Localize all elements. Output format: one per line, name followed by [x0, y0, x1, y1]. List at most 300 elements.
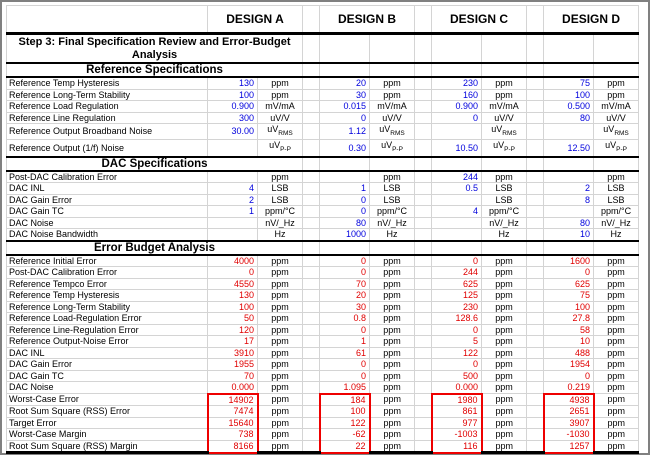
- design-d-unit: ppm: [594, 417, 639, 429]
- design-b-unit: ppm: [370, 278, 415, 290]
- blank-cell: [544, 241, 594, 255]
- blank-cell: [370, 241, 415, 255]
- design-d-value: 58: [544, 324, 594, 336]
- spacer-cell: [415, 77, 432, 89]
- table-row: [7, 77, 639, 89]
- design-c-value: [432, 229, 482, 241]
- design-a-unit: Hz: [258, 229, 303, 241]
- design-d-unit: ppm: [594, 290, 639, 302]
- spacer-cell: [303, 229, 320, 241]
- design-d-value: [544, 124, 594, 140]
- design-d-value: 80: [544, 217, 594, 229]
- spacer-cell: [303, 101, 320, 113]
- design-c-unit: ppm: [482, 347, 527, 359]
- table-row: [7, 101, 639, 113]
- design-b-value: 0.015: [320, 101, 370, 113]
- spacer-cell: [527, 290, 544, 302]
- table-row: [7, 382, 639, 394]
- spacer-cell: [527, 194, 544, 206]
- design-d-value: 80: [544, 112, 594, 124]
- table-row: [7, 347, 639, 359]
- spacer-cell: [527, 347, 544, 359]
- design-b-value: [320, 171, 370, 183]
- design-c-unit: ppm: [482, 89, 527, 101]
- design-c-value: 977: [432, 417, 482, 429]
- design-b-unit: ppm: [370, 290, 415, 302]
- spacer-cell: [303, 313, 320, 325]
- spacer-cell: [303, 171, 320, 183]
- row-label: DAC INL: [7, 183, 208, 195]
- design-a-unit: ppm: [258, 301, 303, 313]
- design-d-unit: mV/mA: [594, 101, 639, 113]
- design-b-value: 0.8: [320, 313, 370, 325]
- design-c-value: 500: [432, 370, 482, 382]
- design-a-unit: ppm: [258, 278, 303, 290]
- spacer-cell: [527, 140, 544, 157]
- design-c-unit: mV/mA: [482, 101, 527, 113]
- row-label: Reference Temp Hysteresis: [7, 77, 208, 89]
- design-d-value: 625: [544, 278, 594, 290]
- design-d-value: 27.8: [544, 313, 594, 325]
- design-a-unit: ppm: [258, 359, 303, 371]
- design-c-unit: LSB: [482, 194, 527, 206]
- spacer-cell: [303, 140, 320, 157]
- design-a-unit: ppm: [258, 89, 303, 101]
- design-b-unit: $uV_{RMS}$: [370, 124, 415, 140]
- design-d-unit: ppm: [594, 313, 639, 325]
- blank-cell: [594, 34, 639, 64]
- spacer-cell: [527, 267, 544, 279]
- design-a-value: [208, 171, 258, 183]
- design-d-unit: ppm: [594, 324, 639, 336]
- design-c-value: 1980: [432, 394, 482, 406]
- design-c-value: [432, 217, 482, 229]
- design-a-unit: ppm: [258, 255, 303, 267]
- design-c-unit: ppm: [482, 290, 527, 302]
- row-label: Worst-Case Error: [7, 394, 208, 406]
- spec-table: [6, 5, 639, 454]
- spacer-cell: [415, 63, 432, 77]
- spacer-cell: [303, 359, 320, 371]
- design-b-value: 0: [320, 359, 370, 371]
- table-row: [7, 429, 639, 441]
- design-b-unit: ppm: [370, 336, 415, 348]
- design-b-value: 80: [320, 217, 370, 229]
- spacer-cell: [415, 278, 432, 290]
- design-b-value: 1: [320, 183, 370, 195]
- title-row: [7, 34, 639, 64]
- design-b-value: 30: [320, 301, 370, 313]
- design-a-unit: LSB: [258, 194, 303, 206]
- design-a-value: 3910: [208, 347, 258, 359]
- design-c-unit: ppm: [482, 336, 527, 348]
- table-row: [7, 112, 639, 124]
- spacer-cell: [415, 171, 432, 183]
- row-label: DAC Noise Bandwidth: [7, 229, 208, 241]
- table-row: [7, 440, 639, 453]
- section-row: [7, 241, 639, 255]
- row-label: Reference Load Regulation: [7, 101, 208, 113]
- design-d-value: 3907: [544, 417, 594, 429]
- spacer-cell: [415, 255, 432, 267]
- spacer-cell: [303, 301, 320, 313]
- design-d-value: 75: [544, 290, 594, 302]
- spacer-cell: [415, 89, 432, 101]
- design-d-value: 100: [544, 301, 594, 313]
- design-c-value: -1003: [432, 429, 482, 441]
- blank-cell: [432, 241, 482, 255]
- table-row: [7, 278, 639, 290]
- design-b-unit: ppm: [370, 267, 415, 279]
- spacer-cell: [303, 77, 320, 89]
- design-c-value: [432, 124, 482, 140]
- table-row: [7, 290, 639, 302]
- design-c-unit: ppm: [482, 77, 527, 89]
- spacer-cell: [303, 382, 320, 394]
- design-b-unit: ppm: [370, 313, 415, 325]
- spacer-cell: [527, 429, 544, 441]
- row-label: Reference Line Regulation: [7, 112, 208, 124]
- spacer-cell: [527, 77, 544, 89]
- spacer-cell: [415, 229, 432, 241]
- design-b-unit: LSB: [370, 194, 415, 206]
- design-b-unit: ppm: [370, 359, 415, 371]
- design-d-unit: nV/_Hz: [594, 217, 639, 229]
- design-d-header: DESIGN D: [544, 6, 639, 34]
- design-a-value: 14902: [208, 394, 258, 406]
- design-c-unit: ppm: [482, 278, 527, 290]
- spacer-cell: [527, 359, 544, 371]
- design-d-value: 0: [544, 370, 594, 382]
- design-c-unit: $uV_{RMS}$: [482, 124, 527, 140]
- row-label: Root Sum Square (RSS) Error: [7, 406, 208, 418]
- design-d-unit: ppm: [594, 394, 639, 406]
- design-a-value: 0: [208, 267, 258, 279]
- design-b-unit: ppm: [370, 171, 415, 183]
- row-label: Reference Output-Noise Error: [7, 336, 208, 348]
- design-b-value: 20: [320, 290, 370, 302]
- spacer-cell: [303, 124, 320, 140]
- design-d-value: 1954: [544, 359, 594, 371]
- row-label: Reference Line-Regulation Error: [7, 324, 208, 336]
- design-a-value: 30.00: [208, 124, 258, 140]
- design-d-value: 0: [544, 267, 594, 279]
- design-b-unit: ppm/°C: [370, 206, 415, 218]
- spacer-cell: [303, 89, 320, 101]
- section-header: Error Budget Analysis: [7, 241, 303, 255]
- design-b-unit: ppm: [370, 301, 415, 313]
- row-label: DAC Gain TC: [7, 206, 208, 218]
- spacer-cell: [415, 34, 432, 64]
- spacer-cell: [415, 313, 432, 325]
- row-label: Post-DAC Calibration Error: [7, 171, 208, 183]
- design-b-value: 0: [320, 267, 370, 279]
- spacer-cell: [415, 124, 432, 140]
- design-a-unit: ppm: [258, 417, 303, 429]
- spacer-cell: [415, 183, 432, 195]
- design-b-unit: Hz: [370, 229, 415, 241]
- spacer-cell: [415, 417, 432, 429]
- blank-cell: [320, 34, 370, 64]
- spacer-cell: [527, 336, 544, 348]
- spacer-cell: [415, 267, 432, 279]
- design-b-value: 100: [320, 406, 370, 418]
- spacer-cell: [527, 406, 544, 418]
- spacer-cell: [527, 229, 544, 241]
- design-d-value: 100: [544, 89, 594, 101]
- design-b-unit: ppm: [370, 417, 415, 429]
- row-label: Reference Long-Term Stability: [7, 301, 208, 313]
- row-label: DAC Gain TC: [7, 370, 208, 382]
- design-d-unit: ppm: [594, 171, 639, 183]
- design-a-unit: uV/V: [258, 112, 303, 124]
- design-c-unit: ppm: [482, 171, 527, 183]
- design-d-unit: ppm: [594, 382, 639, 394]
- table-row: [7, 359, 639, 371]
- design-a-unit: LSB: [258, 183, 303, 195]
- table-row: [7, 336, 639, 348]
- row-label: Worst-Case Margin: [7, 429, 208, 441]
- design-b-value: 0: [320, 324, 370, 336]
- design-a-unit: ppm: [258, 429, 303, 441]
- design-a-unit: ppm: [258, 77, 303, 89]
- spacer-cell: [527, 217, 544, 229]
- design-a-value: 130: [208, 77, 258, 89]
- design-a-value: 2: [208, 194, 258, 206]
- design-a-unit: ppm: [258, 313, 303, 325]
- design-b-unit: ppm: [370, 324, 415, 336]
- design-a-value: 100: [208, 89, 258, 101]
- spacer-cell: [415, 324, 432, 336]
- spacer-cell: [527, 313, 544, 325]
- design-d-unit: uV/V: [594, 112, 639, 124]
- spacer-cell: [303, 336, 320, 348]
- spacer-cell: [415, 217, 432, 229]
- design-b-unit: ppm: [370, 406, 415, 418]
- design-b-unit: ppm: [370, 394, 415, 406]
- spacer-cell: [415, 347, 432, 359]
- design-b-value: 0: [320, 112, 370, 124]
- spacer-cell: [527, 101, 544, 113]
- design-c-unit: ppm/°C: [482, 206, 527, 218]
- table-row: [7, 140, 639, 157]
- spacer-cell: [415, 394, 432, 406]
- spacer-cell: [303, 406, 320, 418]
- design-c-value: 0.5: [432, 183, 482, 195]
- design-d-value: 0.500: [544, 101, 594, 113]
- design-b-value: 61: [320, 347, 370, 359]
- section-header: DAC Specifications: [7, 157, 303, 171]
- design-d-unit: ppm/°C: [594, 206, 639, 218]
- design-c-value: 0: [432, 255, 482, 267]
- spacer-cell: [415, 370, 432, 382]
- design-d-value: 2651: [544, 406, 594, 418]
- design-d-value: 488: [544, 347, 594, 359]
- blank-cell: [544, 63, 594, 77]
- design-d-unit: LSB: [594, 194, 639, 206]
- design-a-value: 1955: [208, 359, 258, 371]
- spacer-cell: [527, 324, 544, 336]
- design-a-unit: ppm: [258, 171, 303, 183]
- design-a-value: [208, 229, 258, 241]
- design-b-value: 0: [320, 194, 370, 206]
- design-b-unit: ppm: [370, 440, 415, 453]
- design-c-unit: ppm: [482, 394, 527, 406]
- design-c-value: 122: [432, 347, 482, 359]
- spacer-cell: [527, 394, 544, 406]
- row-label: Reference Load-Regulation Error: [7, 313, 208, 325]
- table-row: [7, 324, 639, 336]
- spacer-cell: [415, 440, 432, 453]
- design-b-value: 30: [320, 89, 370, 101]
- design-c-unit: nV/_Hz: [482, 217, 527, 229]
- design-b-unit: ppm: [370, 347, 415, 359]
- design-b-value: 0: [320, 206, 370, 218]
- blank-cell: [320, 157, 370, 171]
- design-d-unit: ppm: [594, 406, 639, 418]
- blank-cell: [320, 63, 370, 77]
- design-b-unit: mV/mA: [370, 101, 415, 113]
- design-c-value: 230: [432, 301, 482, 313]
- spacer-cell: [415, 429, 432, 441]
- spacer-cell: [303, 267, 320, 279]
- design-a-unit: mV/mA: [258, 101, 303, 113]
- design-a-unit: ppm: [258, 290, 303, 302]
- table-row: [7, 313, 639, 325]
- spacer-cell: [527, 183, 544, 195]
- blank-cell: [482, 241, 527, 255]
- design-c-unit: uV/V: [482, 112, 527, 124]
- blank-cell: [482, 63, 527, 77]
- design-c-value: 0: [432, 324, 482, 336]
- table-row: [7, 217, 639, 229]
- design-d-unit: $uV_{RMS}$: [594, 124, 639, 140]
- spacer-cell: [415, 290, 432, 302]
- blank-cell: [320, 241, 370, 255]
- design-c-value: 230: [432, 77, 482, 89]
- design-a-value: 100: [208, 301, 258, 313]
- spacer-cell: [303, 290, 320, 302]
- spacer-cell: [303, 370, 320, 382]
- design-b-value: 0: [320, 370, 370, 382]
- design-c-value: 244: [432, 267, 482, 279]
- design-a-unit: ppm: [258, 267, 303, 279]
- design-a-value: 8166: [208, 440, 258, 453]
- design-b-header: DESIGN B: [320, 6, 415, 34]
- design-d-value: 0.219: [544, 382, 594, 394]
- design-c-unit: ppm: [482, 324, 527, 336]
- design-b-value: 1000: [320, 229, 370, 241]
- spacer-cell: [527, 6, 544, 34]
- design-d-unit: ppm: [594, 359, 639, 371]
- design-a-unit: ppm: [258, 440, 303, 453]
- design-d-unit: ppm: [594, 77, 639, 89]
- design-a-value: 50: [208, 313, 258, 325]
- blank-cell: [370, 157, 415, 171]
- design-a-value: 738: [208, 429, 258, 441]
- design-d-value: 1600: [544, 255, 594, 267]
- row-label: Target Error: [7, 417, 208, 429]
- design-a-value: 7474: [208, 406, 258, 418]
- spacer-cell: [303, 183, 320, 195]
- row-label: Reference Long-Term Stability: [7, 89, 208, 101]
- spacer-cell: [415, 6, 432, 34]
- spacer-cell: [303, 63, 320, 77]
- step-title: Step 3: Final Specification Review and Error-Budget Analysis: [7, 34, 303, 64]
- design-c-header: DESIGN C: [432, 6, 527, 34]
- spacer-cell: [527, 382, 544, 394]
- design-b-value: 70: [320, 278, 370, 290]
- design-b-value: 20: [320, 77, 370, 89]
- row-label: Reference Output Broadband Noise: [7, 124, 208, 140]
- spacer-cell: [415, 206, 432, 218]
- design-b-unit: nV/_Hz: [370, 217, 415, 229]
- blank-cell: [482, 157, 527, 171]
- table-row: [7, 229, 639, 241]
- design-b-unit: ppm: [370, 89, 415, 101]
- spacer-cell: [303, 34, 320, 64]
- spacer-cell: [415, 157, 432, 171]
- design-b-value: 184: [320, 394, 370, 406]
- design-a-value: 15640: [208, 417, 258, 429]
- design-a-unit: nV/_Hz: [258, 217, 303, 229]
- design-a-unit: ppm: [258, 324, 303, 336]
- spacer-cell: [415, 241, 432, 255]
- design-b-value: 1.095: [320, 382, 370, 394]
- blank-cell: [594, 241, 639, 255]
- spacer-cell: [527, 157, 544, 171]
- design-a-unit: $uV_{RMS}$: [258, 124, 303, 140]
- design-b-value: 0: [320, 255, 370, 267]
- design-b-unit: uV/V: [370, 112, 415, 124]
- row-label: Reference Temp Hysteresis: [7, 290, 208, 302]
- row-label: Reference Tempco Error: [7, 278, 208, 290]
- spacer-cell: [303, 324, 320, 336]
- row-label: DAC INL: [7, 347, 208, 359]
- spacer-cell: [527, 440, 544, 453]
- design-a-unit: ppm/°C: [258, 206, 303, 218]
- blank-cell: [432, 157, 482, 171]
- design-b-value: 0.30: [320, 140, 370, 157]
- design-a-value: 4000: [208, 255, 258, 267]
- design-c-unit: ppm: [482, 255, 527, 267]
- spacer-cell: [303, 278, 320, 290]
- design-b-unit: $uV_{P-P}$: [370, 140, 415, 157]
- design-a-unit: ppm: [258, 336, 303, 348]
- spacer-cell: [527, 124, 544, 140]
- spacer-cell: [527, 278, 544, 290]
- table-row: [7, 370, 639, 382]
- design-c-unit: ppm: [482, 267, 527, 279]
- spacer-cell: [303, 6, 320, 34]
- design-d-unit: Hz: [594, 229, 639, 241]
- blank-cell: [594, 63, 639, 77]
- header-blank-cell: [7, 6, 208, 34]
- design-d-unit: ppm: [594, 429, 639, 441]
- design-c-value: [432, 194, 482, 206]
- design-c-value: 0.900: [432, 101, 482, 113]
- spacer-cell: [415, 101, 432, 113]
- design-c-unit: $uV_{P-P}$: [482, 140, 527, 157]
- blank-cell: [432, 63, 482, 77]
- design-a-value: 4550: [208, 278, 258, 290]
- design-a-value: 120: [208, 324, 258, 336]
- design-c-unit: ppm: [482, 382, 527, 394]
- design-c-value: 0: [432, 359, 482, 371]
- spacer-cell: [527, 171, 544, 183]
- row-label: DAC Noise: [7, 217, 208, 229]
- design-c-unit: ppm: [482, 440, 527, 453]
